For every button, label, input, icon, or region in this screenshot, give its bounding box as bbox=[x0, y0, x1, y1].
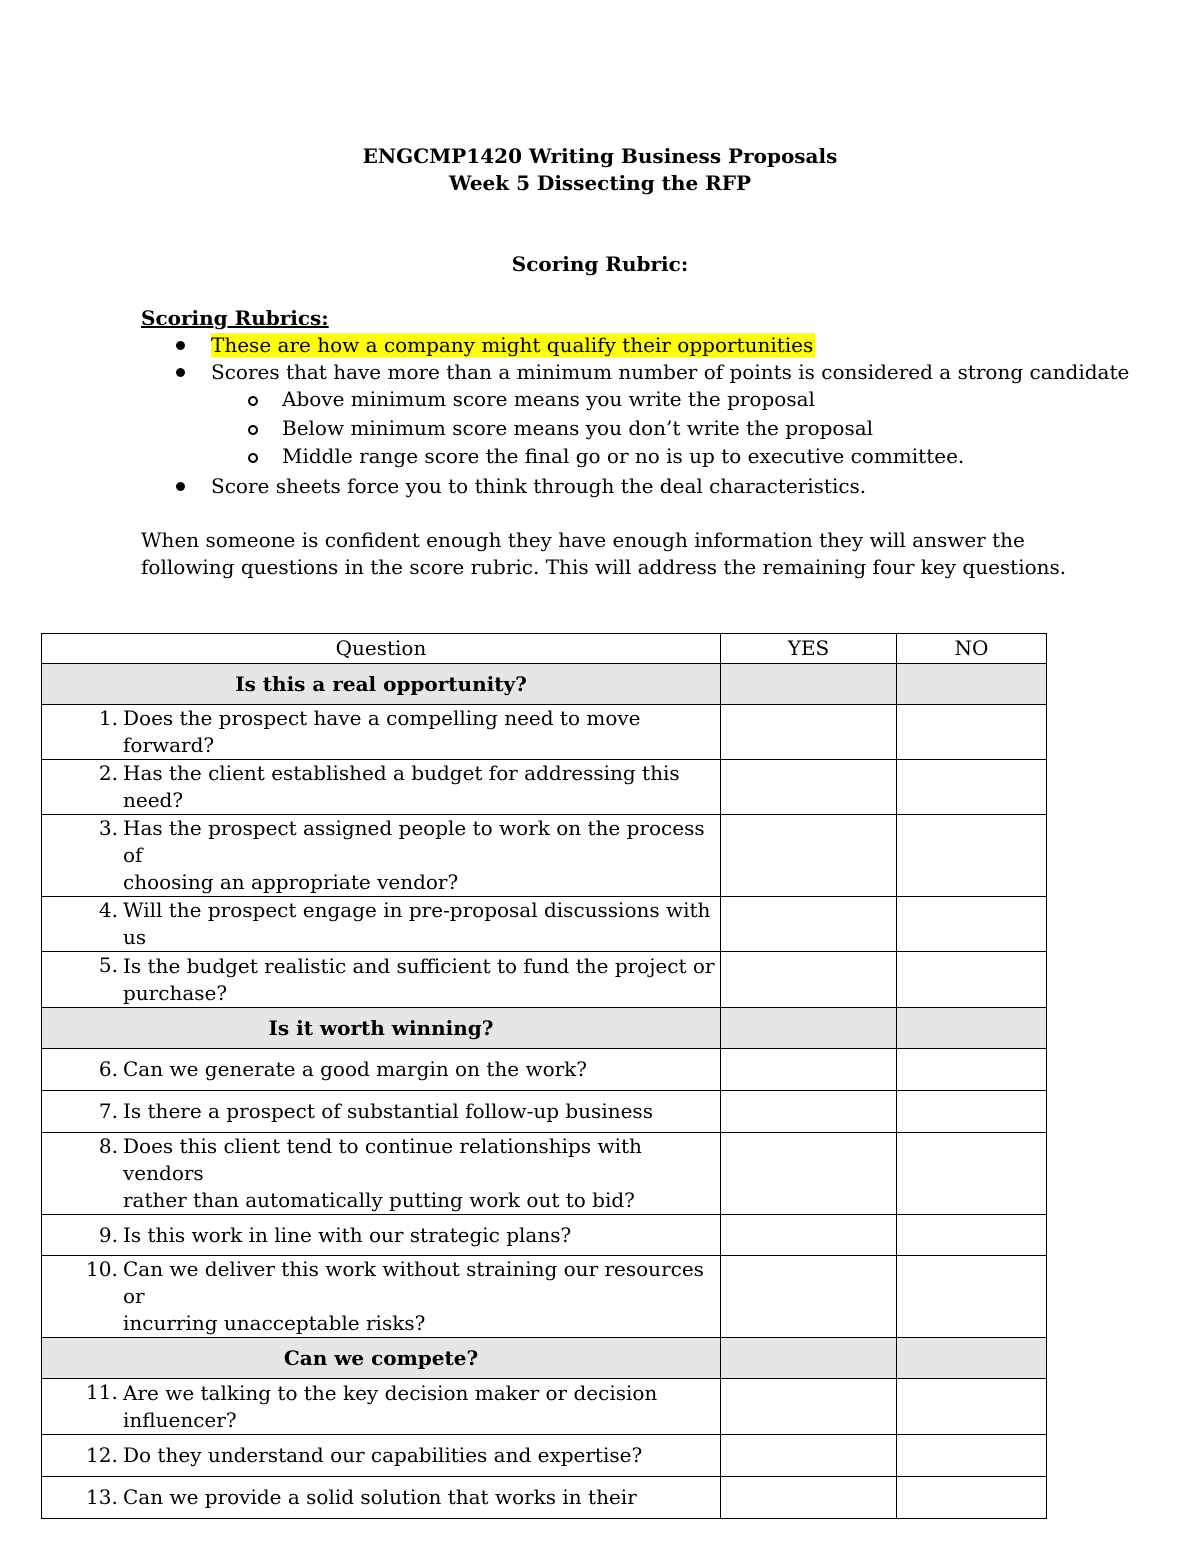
table-row bbox=[42, 705, 1047, 760]
question-cell bbox=[42, 952, 721, 1008]
table-row bbox=[42, 1133, 1047, 1215]
no-cell[interactable] bbox=[897, 1435, 1047, 1477]
question-text: Is this work in line with our strategic plans? bbox=[123, 1222, 572, 1247]
yes-cell[interactable] bbox=[721, 1215, 897, 1256]
bullet-icon bbox=[176, 482, 185, 491]
question-number: 9. bbox=[98, 1222, 118, 1247]
question-number: 2. bbox=[98, 761, 118, 785]
table-row bbox=[42, 1435, 1047, 1477]
section-label: Scoring Rubrics: bbox=[141, 306, 329, 330]
scoring-rubric-table bbox=[41, 633, 1047, 1519]
question-number: 4. bbox=[98, 898, 118, 922]
yes-cell[interactable] bbox=[721, 1091, 897, 1133]
no-cell[interactable] bbox=[897, 664, 1047, 705]
table-row bbox=[42, 1477, 1047, 1519]
question-cell bbox=[42, 705, 721, 760]
sub-bullet-item: Above minimum score means you write the proposal bbox=[282, 387, 815, 411]
table-header-row bbox=[42, 634, 1047, 664]
question-cell bbox=[42, 1256, 721, 1338]
yes-cell[interactable] bbox=[721, 815, 897, 897]
question-cell bbox=[42, 1435, 721, 1477]
sub-bullet-icon bbox=[248, 425, 258, 435]
bullet-icon bbox=[176, 341, 185, 350]
no-cell[interactable] bbox=[897, 897, 1047, 952]
no-cell[interactable] bbox=[897, 1338, 1047, 1379]
yes-cell[interactable] bbox=[721, 1256, 897, 1338]
question-text: Has the client established a budget for addressing this need? bbox=[123, 761, 680, 812]
table-row bbox=[42, 897, 1047, 952]
question-text: Are we talking to the key decision maker or decision bbox=[123, 1380, 658, 1405]
question-number: 12. bbox=[86, 1443, 118, 1467]
week-title: Week 5 Dissecting the RFP bbox=[449, 171, 751, 195]
no-cell[interactable] bbox=[897, 1215, 1047, 1256]
yes-cell[interactable] bbox=[721, 1477, 897, 1519]
bullet-item bbox=[211, 332, 815, 359]
question-text-cont: incurring unacceptable risks? bbox=[123, 1311, 426, 1335]
yes-cell[interactable] bbox=[721, 1338, 897, 1379]
question-text: Can we deliver this work without straining our resources or bbox=[123, 1257, 704, 1308]
no-cell[interactable] bbox=[897, 760, 1047, 815]
group-row bbox=[42, 664, 1047, 705]
question-cell bbox=[42, 1133, 721, 1215]
question-cell bbox=[42, 815, 721, 897]
table-row bbox=[42, 760, 1047, 815]
bullet-icon bbox=[176, 368, 185, 377]
yes-cell[interactable] bbox=[721, 1435, 897, 1477]
sub-bullet-item: Middle range score the final go or no is up to executive committee. bbox=[282, 444, 965, 468]
paragraph-line: following questions in the score rubric. This will address the remaining four key questions. bbox=[141, 555, 1067, 579]
bullet-item: Score sheets force you to think through the deal characteristics. bbox=[211, 474, 867, 498]
question-cell bbox=[42, 1049, 721, 1091]
group-row bbox=[42, 1338, 1047, 1379]
question-number: 6. bbox=[98, 1057, 118, 1081]
sub-bullet-icon bbox=[248, 396, 258, 406]
yes-cell[interactable] bbox=[721, 1379, 897, 1435]
question-text-cont: rather than automatically putting work out to bid? bbox=[123, 1188, 635, 1212]
document-title bbox=[0, 143, 1200, 197]
no-cell[interactable] bbox=[897, 1256, 1047, 1338]
yes-cell[interactable] bbox=[721, 705, 897, 760]
table-row bbox=[42, 1215, 1047, 1256]
group-title: Can we compete? bbox=[42, 1338, 721, 1379]
question-number: 7. bbox=[98, 1099, 118, 1123]
no-cell[interactable] bbox=[897, 952, 1047, 1008]
question-cell bbox=[42, 897, 721, 952]
question-text: Is there a prospect of substantial follow-up business bbox=[123, 1099, 653, 1123]
no-cell[interactable] bbox=[897, 1477, 1047, 1519]
course-title: ENGCMP1420 Writing Business Proposals bbox=[362, 144, 838, 168]
sub-bullet-item: Below minimum score means you don’t write the proposal bbox=[282, 416, 874, 440]
question-cell bbox=[42, 1091, 721, 1133]
highlighted-text: These are how a company might qualify their opportunities bbox=[211, 333, 814, 357]
question-text-cont: purchase? bbox=[123, 980, 228, 1005]
yes-cell[interactable] bbox=[721, 664, 897, 705]
rubric-heading: Scoring Rubric: bbox=[511, 252, 689, 276]
yes-cell[interactable] bbox=[721, 897, 897, 952]
header-question: Question bbox=[42, 634, 721, 664]
yes-cell[interactable] bbox=[721, 1008, 897, 1049]
question-text: Can we provide a solid solution that works in their bbox=[123, 1485, 637, 1509]
question-number: 1. bbox=[98, 706, 118, 730]
question-number: 13. bbox=[86, 1485, 118, 1509]
question-text: Do they understand our capabilities and expertise? bbox=[123, 1443, 643, 1467]
table-row bbox=[42, 1379, 1047, 1435]
bullet-item: Scores that have more than a minimum number of points is considered a strong candidate bbox=[211, 360, 1130, 384]
table-row bbox=[42, 1049, 1047, 1091]
header-yes: YES bbox=[721, 634, 897, 664]
question-cell bbox=[42, 1477, 721, 1519]
question-number: 10. bbox=[86, 1257, 118, 1281]
no-cell[interactable] bbox=[897, 1133, 1047, 1215]
sub-bullet-icon bbox=[248, 453, 258, 463]
question-number: 11. bbox=[86, 1380, 118, 1404]
question-text: Is the budget realistic and sufficient to fund the project or bbox=[123, 953, 715, 978]
no-cell[interactable] bbox=[897, 1091, 1047, 1133]
no-cell[interactable] bbox=[897, 1379, 1047, 1435]
question-cell bbox=[42, 760, 721, 815]
no-cell[interactable] bbox=[897, 1008, 1047, 1049]
paragraph-line: When someone is confident enough they have enough information they will answer the bbox=[141, 528, 1025, 552]
question-text: Can we generate a good margin on the work? bbox=[123, 1057, 588, 1081]
intro-paragraph bbox=[141, 527, 1071, 581]
question-cell bbox=[42, 1379, 721, 1435]
question-text: Does the prospect have a compelling need to move forward? bbox=[123, 706, 641, 757]
header-no: NO bbox=[897, 634, 1047, 664]
question-text: Will the prospect engage in pre-proposal discussions with us bbox=[123, 898, 711, 949]
question-number: 8. bbox=[98, 1134, 118, 1158]
question-text-cont: choosing an appropriate vendor? bbox=[123, 870, 459, 894]
table-row bbox=[42, 952, 1047, 1008]
no-cell[interactable] bbox=[897, 1049, 1047, 1091]
question-text: Does this client tend to continue relationships with vendors bbox=[123, 1134, 642, 1185]
no-cell[interactable] bbox=[897, 815, 1047, 897]
yes-cell[interactable] bbox=[721, 760, 897, 815]
table-row bbox=[42, 1091, 1047, 1133]
group-title: Is it worth winning? bbox=[42, 1008, 721, 1049]
group-row bbox=[42, 1008, 1047, 1049]
question-number: 5. bbox=[98, 953, 118, 977]
yes-cell[interactable] bbox=[721, 952, 897, 1008]
question-text: Has the prospect assigned people to work on the process of bbox=[123, 816, 705, 867]
yes-cell[interactable] bbox=[721, 1049, 897, 1091]
group-title: Is this a real opportunity? bbox=[42, 664, 721, 705]
yes-cell[interactable] bbox=[721, 1133, 897, 1215]
no-cell[interactable] bbox=[897, 705, 1047, 760]
question-number: 3. bbox=[98, 816, 118, 840]
question-text-cont: influencer? bbox=[123, 1407, 237, 1432]
table-row bbox=[42, 815, 1047, 897]
question-cell bbox=[42, 1215, 721, 1256]
table-row bbox=[42, 1256, 1047, 1338]
